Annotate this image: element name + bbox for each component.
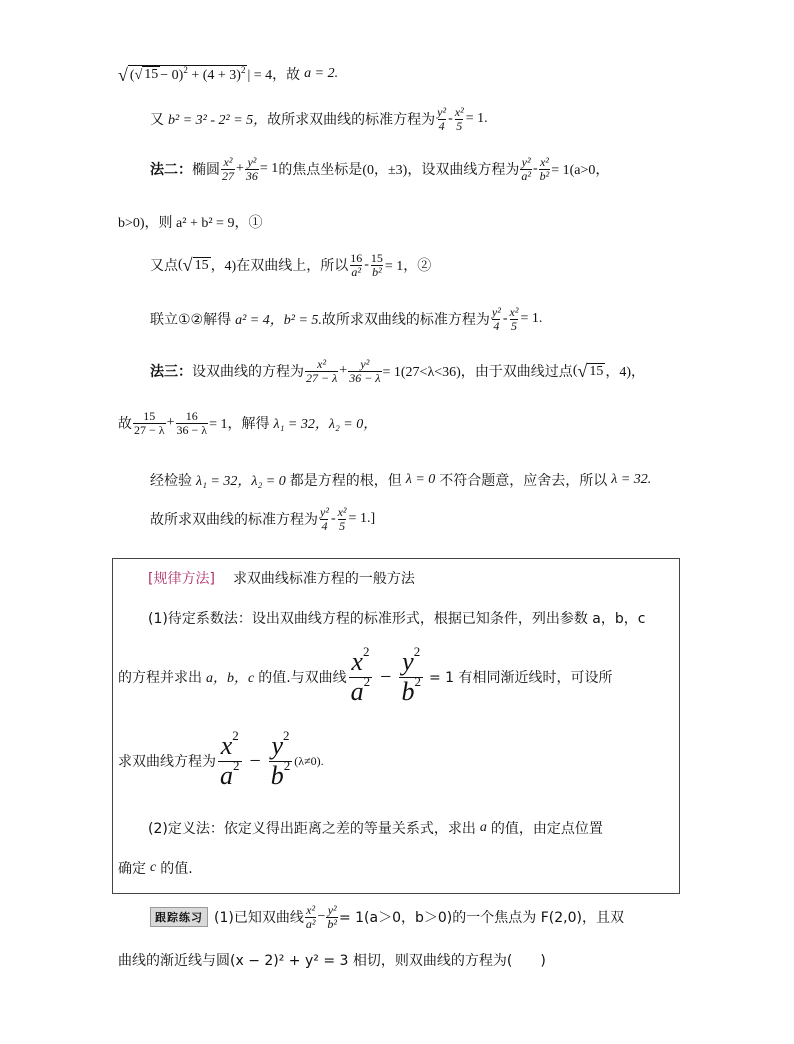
fraction: $\frac{y^2}{b^2}$ (270, 728, 291, 790)
sqrt-expression: √ ( √ 15 − $0)^2 + (4 + 3)^2$ (118, 64, 246, 85)
practice-tag: 跟踪练习 (150, 907, 208, 927)
solution-line-5: 又点 ( √ 15 ，4) 在双曲线上，所以 $\frac{16}{\text{a²}}$ - $\frac{15}{\text{b²}}$ = 1，② (150, 251, 432, 279)
fraction: $\frac{\text{x²}}{27 - \lambda}$ (306, 357, 338, 385)
solution-line-1: √ ( √ 15 − $0)^2 + (4 + 3)^2$ | = 4， 故 a = 2. (118, 64, 339, 85)
method-paragraph-4: (2)定义法：依定义得出距离之差的等量关系式，求出 a 的值，由定点位置 (148, 820, 603, 837)
fraction: $\frac{x^2}{a^2}$ (350, 644, 371, 706)
fraction: $\frac{\text{x²}}{27}$ (222, 155, 234, 183)
fraction: $\frac{\text{x²}}{5}$ (509, 305, 519, 333)
solution-line-7: 法三： 设双曲线的方程为 $\frac{\text{x²}}{27 - \lambda}$ + $\frac{\text{y²}}{36 - \lambda}$ = 1(27<λ<36)， 由于双曲线过点 ( √ 15 ，4)， (150, 357, 646, 385)
fraction: $\frac{y^2}{b^2}$ (401, 644, 421, 706)
method-box-title: [规律方法] 求双曲线标准方程的一般方法 (148, 568, 415, 588)
solution-line-4: b>0)，则 a² + b² = 9，① (118, 216, 263, 231)
solution-line-6: 联立①②解得 a² = 4，b² = 5. 故所求双曲线的标准方程为 $\frac{\text{y²}}{4}$ - $\frac{\text{x²}}{5}$ = 1. (150, 305, 543, 333)
method-tag: [规律方法] (148, 571, 215, 587)
fraction: $\frac{15}{\text{b²}}$ (370, 251, 383, 279)
fraction: $\frac{16}{\text{a²}}$ (350, 251, 363, 279)
fraction: $\frac{\text{y²}}{\text{b²}}$ (327, 903, 337, 931)
solution-line-3: 法二： 椭圆 $\frac{\text{x²}}{27}$ + $\frac{\text{y²}}{36}$ = 1 的焦点坐标是 (0，±3)， 设双曲线方程为 $\frac{\text{y²}}{\text{a²}}$ - $\frac{\text{x²}}{\text{b²}}$ = 1(a>0， (150, 155, 610, 183)
method-label: 法三： (150, 364, 192, 381)
fraction: $\frac{\text{y²}}{4}$ (320, 505, 329, 533)
method-label: 法二： (150, 162, 192, 179)
fraction: $\frac{\text{x²}}{5}$ (337, 505, 347, 533)
solution-line-10: 故所求双曲线的标准方程为 $\frac{\text{y²}}{4}$ - $\frac{\text{x²}}{5}$ = 1.] (150, 505, 376, 533)
method-paragraph-3: 求双曲线方程为 $\frac{x^2}{a^2}$ − $\frac{y^2}{b^2}$ (λ≠0). (118, 728, 324, 790)
fraction: $\frac{\text{y²}}{4}$ (491, 305, 501, 333)
fraction: $\frac{\text{y²}}{36}$ (245, 155, 258, 183)
method-paragraph-5: 确定 c 的值. (118, 860, 193, 877)
fraction: $\frac{\text{y²}}{4}$ (437, 105, 447, 133)
fraction: $\frac{\text{x²}}{\text{b²}}$ (539, 155, 550, 183)
practice-line-1: 跟踪练习 (1)已知双曲线 $\frac{\text{x²}}{\text{a²}}$ − $\frac{\text{y²}}{\text{b²}}$ = 1(a＞0，b＞0)的一个焦点为 F(2,0)，且双 (150, 904, 624, 930)
fraction: $\frac{\text{x²}}{\text{a²}}$ (305, 903, 316, 931)
fraction: $\frac{x^2}{a^2}$ (220, 728, 240, 790)
fraction: $\frac{16}{36 - \lambda}$ (176, 409, 208, 437)
solution-line-8: 故 $\frac{15}{27 - \lambda}$ + $\frac{16}{36 - \lambda}$ = 1， 解得 λ₁ = 32，λ₂ = 0， (118, 409, 378, 437)
fraction: $\frac{\text{y²}}{\text{a²}}$ (521, 155, 531, 183)
solution-line-2: 又 b² = 3² - 2² = 5， 故所求双曲线的标准方程为 $\frac{\text{y²}}{4}$ - $\frac{\text{x²}}{5}$ = 1. (150, 105, 488, 133)
fraction: $\frac{\text{x²}}{5}$ (454, 105, 464, 133)
solution-line-9: 经检验 λ₁ = 32，λ₂ = 0 都是方程的根，但 λ = 0 不符合题意，应舍去，所以 λ = 32. (150, 472, 652, 489)
fraction: $\frac{15}{27 - \lambda}$ (134, 409, 165, 437)
method-paragraph-1: (1)待定系数法：设出双曲线方程的标准形式，根据已知条件，列出参数 a，b，c (148, 611, 646, 627)
method-paragraph-2: 的方程并求出 a，b，c 的值.与双曲线 $\frac{x^2}{a^2}$ − $\frac{y^2}{b^2}$ = 1 有相同渐近线时，可设所 (118, 644, 613, 706)
fraction: $\frac{\text{y²}}{36 - \lambda}$ (349, 357, 381, 385)
practice-line-2: 曲线的渐近线与圆(x − 2)² + y² = 3 相切，则双曲线的方程为( ) (118, 953, 546, 969)
